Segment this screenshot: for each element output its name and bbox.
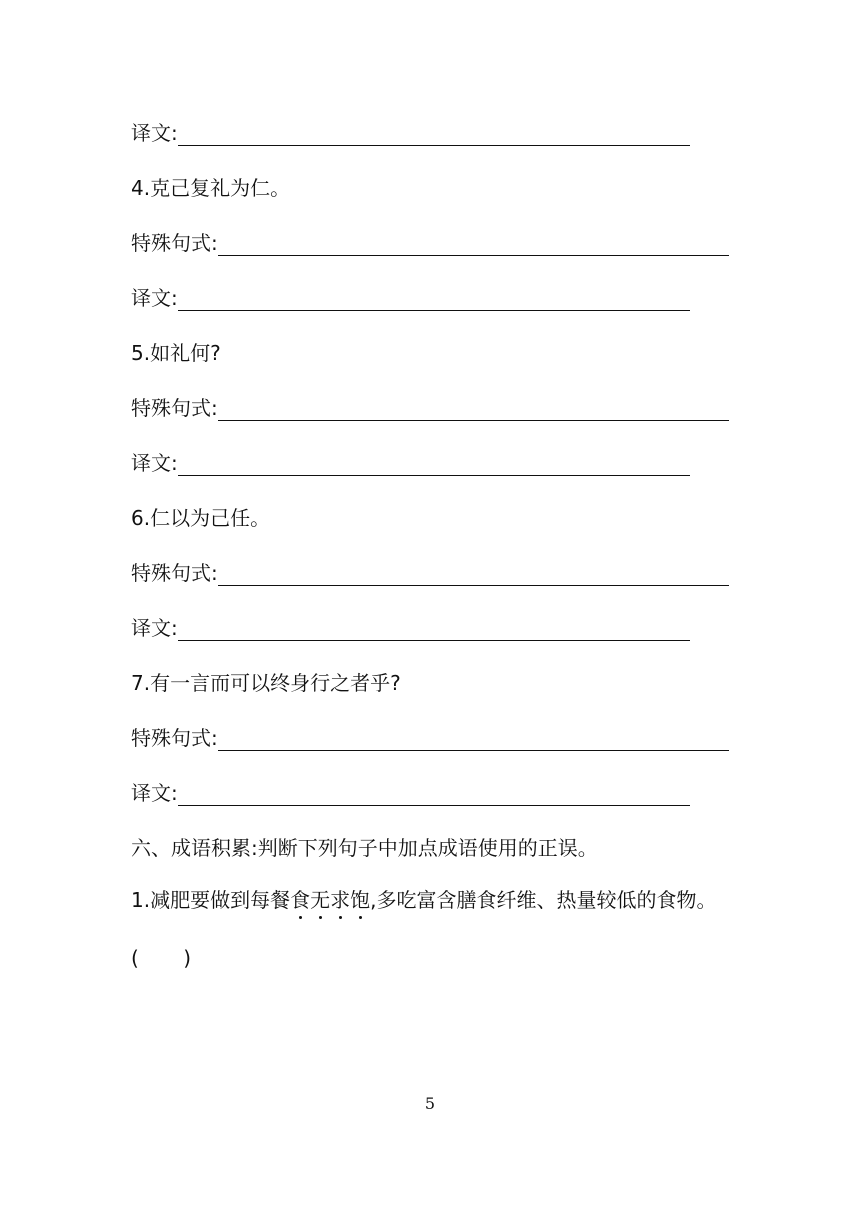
dotted-char: 饱	[350, 888, 371, 912]
question-text-before: 1.减肥要做到每餐	[131, 888, 291, 912]
special-pattern-line	[131, 395, 729, 421]
translation-blank[interactable]	[178, 453, 690, 476]
translation-blank[interactable]	[178, 783, 690, 806]
translation-label: 译文:	[131, 451, 178, 475]
sentence-item: 6.仁以为己任。	[131, 506, 271, 530]
translation-line	[131, 120, 690, 146]
translation-blank[interactable]	[178, 288, 690, 311]
special-pattern-line	[131, 725, 729, 751]
sentence-item: 5.如礼何?	[131, 341, 221, 365]
special-pattern-blank[interactable]	[218, 728, 729, 751]
special-pattern-label: 特殊句式:	[131, 396, 218, 420]
dotted-char: 食	[290, 888, 311, 912]
translation-line	[131, 450, 690, 476]
translation-line	[131, 780, 690, 806]
page-number: 5	[424, 1094, 436, 1113]
translation-blank[interactable]	[178, 618, 690, 641]
answer-bracket[interactable]: ( )	[131, 946, 192, 970]
translation-label: 译文:	[131, 286, 178, 310]
translation-label: 译文:	[131, 616, 178, 640]
special-pattern-label: 特殊句式:	[131, 726, 218, 750]
translation-label: 译文:	[131, 781, 178, 805]
dotted-char: 无	[310, 888, 331, 912]
special-pattern-label: 特殊句式:	[131, 231, 218, 255]
translation-line	[131, 615, 690, 641]
section-heading: 六、成语积累:判断下列句子中加点成语使用的正误。	[131, 836, 598, 860]
translation-line	[131, 285, 690, 311]
special-pattern-line	[131, 560, 729, 586]
question-text-after: ,多吃富含膳食纤维、热量较低的食物。	[370, 888, 717, 912]
sentence-item: 7.有一言而可以终身行之者乎?	[131, 671, 401, 695]
sentence-item: 4.克己复礼为仁。	[131, 176, 291, 200]
special-pattern-line	[131, 230, 729, 256]
translation-blank[interactable]	[178, 123, 690, 146]
special-pattern-blank[interactable]	[218, 398, 729, 421]
special-pattern-blank[interactable]	[218, 563, 729, 586]
special-pattern-blank[interactable]	[218, 233, 729, 256]
dotted-char: 求	[330, 888, 351, 912]
translation-label: 译文:	[131, 121, 178, 145]
idiom-question	[131, 887, 716, 913]
special-pattern-label: 特殊句式:	[131, 561, 218, 585]
